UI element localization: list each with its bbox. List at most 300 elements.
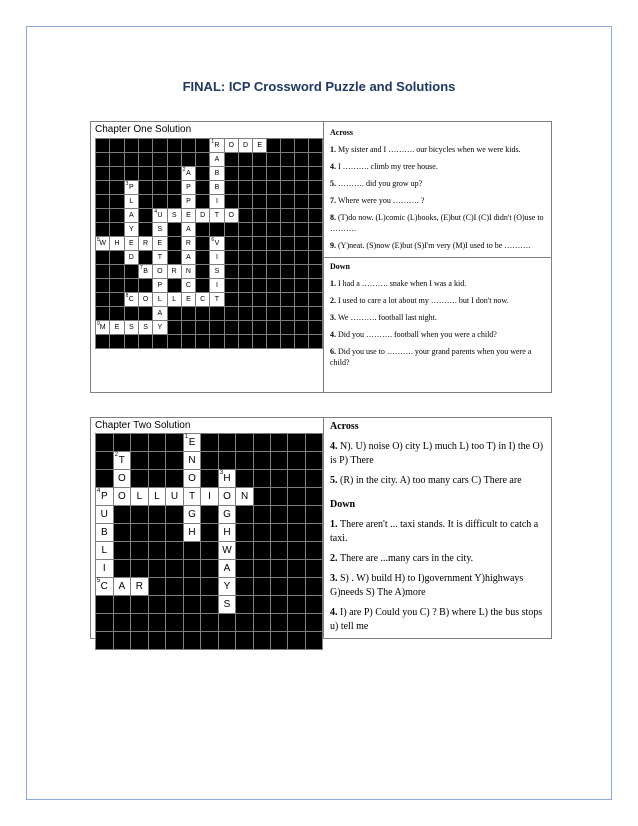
black-cell: [138, 153, 152, 167]
black-cell: [253, 223, 267, 237]
clue-number: 7: [139, 265, 143, 271]
grid-row: [96, 596, 323, 614]
cell-letter: T: [214, 212, 220, 219]
black-cell: [113, 560, 131, 578]
black-cell: [238, 279, 252, 293]
grid-row: [96, 209, 323, 223]
black-cell: [288, 452, 305, 470]
cell-letter: A: [223, 563, 231, 574]
black-cell: [308, 335, 322, 349]
letter-cell: [218, 524, 236, 542]
black-cell: [236, 578, 254, 596]
letter-cell: [138, 321, 152, 335]
black-cell: [224, 167, 238, 181]
black-cell: [236, 470, 254, 488]
black-cell: [148, 434, 165, 452]
letter-cell: [210, 139, 224, 153]
letter-cell: [236, 488, 254, 506]
black-cell: [308, 265, 322, 279]
black-cell: [224, 181, 238, 195]
black-cell: [224, 335, 238, 349]
black-cell: [131, 470, 149, 488]
cell-letter: E: [186, 212, 191, 219]
grid-row: [96, 181, 323, 195]
clue-item-number: 2.: [330, 296, 338, 305]
cell-letter: N: [185, 268, 191, 275]
grid-row: [96, 506, 323, 524]
cell-letter: O: [117, 473, 126, 484]
black-cell: [267, 153, 281, 167]
black-cell: [110, 335, 124, 349]
clue-number: 4: [97, 488, 101, 494]
chapter-two-clues: [324, 418, 551, 634]
black-cell: [110, 307, 124, 321]
letter-cell: [210, 153, 224, 167]
black-cell: [201, 596, 218, 614]
cell-letter: A: [214, 156, 220, 163]
letter-cell: [196, 293, 210, 307]
cell-letter: E: [186, 296, 191, 303]
black-cell: [238, 307, 252, 321]
across-heading: Across: [330, 128, 353, 137]
cell-letter: D: [200, 212, 206, 219]
cell-letter: R: [214, 142, 220, 149]
black-cell: [238, 195, 252, 209]
cell-letter: N: [188, 455, 196, 466]
black-cell: [295, 223, 309, 237]
black-cell: [253, 209, 267, 223]
black-cell: [281, 167, 295, 181]
black-cell: [308, 153, 322, 167]
black-cell: [148, 632, 165, 650]
black-cell: [236, 506, 254, 524]
black-cell: [295, 321, 309, 335]
black-cell: [96, 195, 110, 209]
black-cell: [295, 139, 309, 153]
black-cell: [295, 251, 309, 265]
clue-item: [330, 606, 545, 634]
black-cell: [166, 632, 184, 650]
black-cell: [281, 265, 295, 279]
grid-row: [96, 167, 323, 181]
clue-item: [330, 329, 545, 340]
grid-row: [96, 265, 323, 279]
cell-letter: E: [114, 324, 120, 331]
clue-item-number: 4.: [330, 607, 340, 618]
clue-item: [330, 572, 545, 600]
cell-letter: A: [128, 212, 134, 219]
black-cell: [224, 307, 238, 321]
grid-row: [96, 578, 323, 596]
black-cell: [124, 335, 138, 349]
black-cell: [295, 181, 309, 195]
black-cell: [267, 181, 281, 195]
black-cell: [113, 614, 131, 632]
black-cell: [131, 632, 149, 650]
black-cell: [295, 279, 309, 293]
chapter-one-section: [90, 121, 552, 393]
letter-cell: [124, 195, 138, 209]
cell-letter: B: [214, 170, 220, 177]
clue-number: 9: [97, 321, 100, 327]
black-cell: [196, 195, 210, 209]
black-cell: [124, 153, 138, 167]
black-cell: [167, 307, 181, 321]
cell-letter: T: [188, 491, 196, 502]
grid-row: [96, 293, 323, 307]
letter-cell: [210, 181, 224, 195]
black-cell: [308, 279, 322, 293]
grid-row: [96, 434, 323, 452]
grid-row: [96, 614, 323, 632]
cell-letter: P: [128, 184, 134, 191]
black-cell: [153, 153, 167, 167]
letter-cell: [181, 293, 195, 307]
black-cell: [138, 139, 152, 153]
black-cell: [131, 506, 149, 524]
black-cell: [96, 209, 110, 223]
clue-item-number: 7.: [330, 196, 338, 205]
letter-cell: [210, 167, 224, 181]
black-cell: [167, 237, 181, 251]
black-cell: [305, 578, 322, 596]
letter-cell: [210, 209, 224, 223]
cell-letter: B: [100, 527, 108, 538]
cell-letter: W: [222, 545, 232, 556]
black-cell: [124, 307, 138, 321]
letter-cell: [138, 265, 152, 279]
letter-cell: [218, 542, 236, 560]
black-cell: [267, 321, 281, 335]
down-clue-list: [330, 518, 545, 634]
black-cell: [166, 614, 184, 632]
black-cell: [113, 506, 131, 524]
cell-letter: A: [186, 226, 191, 233]
black-cell: [305, 560, 322, 578]
black-cell: [196, 237, 210, 251]
black-cell: [210, 307, 224, 321]
cell-letter: B: [143, 268, 148, 275]
black-cell: [124, 265, 138, 279]
grid-row: [96, 452, 323, 470]
black-cell: [305, 632, 322, 650]
black-cell: [153, 335, 167, 349]
black-cell: [110, 251, 124, 265]
letter-cell: [124, 209, 138, 223]
clue-item-text: I used to care a lot about my ………. but I don't now.: [338, 296, 509, 305]
clue-item-text: (T)do now. (L)comic (L)books, (E)but (C)I (C)I didn't (O)use to ……….: [330, 213, 544, 233]
clue-item: [330, 552, 545, 566]
black-cell: [253, 578, 270, 596]
grid-row: [96, 237, 323, 251]
clue-item-number: 1.: [330, 279, 338, 288]
black-cell: [224, 153, 238, 167]
cell-letter: R: [171, 268, 177, 275]
black-cell: [236, 632, 254, 650]
black-cell: [308, 237, 322, 251]
black-cell: [224, 321, 238, 335]
black-cell: [281, 251, 295, 265]
black-cell: [236, 542, 254, 560]
black-cell: [267, 251, 281, 265]
black-cell: [201, 614, 218, 632]
letter-cell: [253, 139, 267, 153]
black-cell: [305, 452, 322, 470]
cell-letter: L: [154, 491, 160, 502]
grid-row: [96, 488, 323, 506]
black-cell: [253, 307, 267, 321]
clue-item: [330, 312, 545, 323]
cell-letter: I: [215, 282, 218, 289]
black-cell: [308, 139, 322, 153]
divider: [324, 257, 551, 258]
black-cell: [288, 470, 305, 488]
cell-letter: H: [114, 240, 120, 247]
clue-item-number: 4.: [330, 330, 338, 339]
black-cell: [96, 167, 110, 181]
black-cell: [253, 596, 270, 614]
black-cell: [148, 470, 165, 488]
clue-number: 6: [211, 237, 215, 243]
black-cell: [288, 632, 305, 650]
black-cell: [166, 560, 184, 578]
clue-item-text: There aren't ... taxi stands. It is difficult to catch a taxi.: [330, 519, 539, 544]
letter-cell: [167, 209, 181, 223]
black-cell: [110, 209, 124, 223]
black-cell: [138, 167, 152, 181]
black-cell: [308, 321, 322, 335]
chapter-two-section: [90, 417, 552, 639]
cell-letter: I: [215, 198, 218, 205]
black-cell: [267, 279, 281, 293]
black-cell: [305, 542, 322, 560]
black-cell: [238, 237, 252, 251]
grid-row: [96, 279, 323, 293]
clue-number: 3: [125, 181, 129, 187]
black-cell: [110, 223, 124, 237]
black-cell: [224, 293, 238, 307]
letter-cell: [181, 279, 195, 293]
black-cell: [238, 335, 252, 349]
black-cell: [288, 578, 305, 596]
black-cell: [288, 506, 305, 524]
black-cell: [138, 307, 152, 321]
black-cell: [148, 506, 165, 524]
black-cell: [183, 542, 201, 560]
black-cell: [148, 578, 165, 596]
black-cell: [271, 452, 288, 470]
cell-letter: G: [188, 509, 196, 520]
cell-letter: E: [257, 142, 263, 149]
cell-letter: O: [142, 296, 149, 303]
black-cell: [96, 452, 114, 470]
black-cell: [271, 560, 288, 578]
black-cell: [295, 167, 309, 181]
clue-item-number: 3.: [330, 573, 340, 584]
black-cell: [281, 195, 295, 209]
black-cell: [218, 434, 236, 452]
clue-item-text: We ………. football last night.: [338, 313, 437, 322]
black-cell: [96, 153, 110, 167]
black-cell: [96, 307, 110, 321]
clue-item: [330, 474, 545, 488]
letter-cell: [96, 578, 114, 596]
black-cell: [153, 167, 167, 181]
letter-cell: [96, 321, 110, 335]
black-cell: [253, 452, 270, 470]
clue-number: 4: [154, 209, 157, 215]
black-cell: [183, 578, 201, 596]
black-cell: [218, 452, 236, 470]
black-cell: [166, 506, 184, 524]
cell-letter: Y: [157, 324, 163, 331]
black-cell: [148, 560, 165, 578]
cell-letter: O: [188, 473, 196, 484]
letter-cell: [96, 506, 114, 524]
black-cell: [253, 181, 267, 195]
black-cell: [236, 452, 254, 470]
down-heading: Down: [330, 262, 351, 271]
cell-letter: H: [223, 473, 231, 484]
cell-letter: O: [228, 212, 234, 219]
black-cell: [238, 293, 252, 307]
cell-letter: S: [214, 268, 220, 275]
black-cell: [236, 560, 254, 578]
across-clue-list: [330, 144, 545, 251]
document-title: FINAL: ICP Crossword Puzzle and Solutions: [182, 79, 456, 94]
clue-number: 1: [211, 139, 215, 145]
black-cell: [288, 434, 305, 452]
letter-cell: [196, 209, 210, 223]
black-cell: [138, 279, 152, 293]
black-cell: [271, 524, 288, 542]
clue-item-number: 1.: [330, 145, 338, 154]
black-cell: [305, 614, 322, 632]
letter-cell: [153, 209, 167, 223]
down-heading: Down: [330, 499, 356, 510]
black-cell: [201, 452, 218, 470]
grid-row: [96, 195, 323, 209]
cell-letter: S: [223, 599, 231, 610]
black-cell: [124, 279, 138, 293]
letter-cell: [124, 223, 138, 237]
black-cell: [253, 237, 267, 251]
black-cell: [138, 209, 152, 223]
clue-item-text: I had a ………. snake when I was a kid.: [338, 279, 467, 288]
clue-item: [330, 440, 545, 468]
cell-letter: S: [157, 226, 163, 233]
cell-letter: L: [172, 296, 177, 303]
letter-cell: [218, 506, 236, 524]
black-cell: [281, 307, 295, 321]
black-cell: [224, 279, 238, 293]
cell-letter: S: [171, 212, 177, 219]
cell-letter: A: [186, 254, 191, 261]
letter-cell: [183, 452, 201, 470]
letter-cell: [153, 293, 167, 307]
cell-letter: A: [157, 310, 163, 317]
black-cell: [281, 153, 295, 167]
black-cell: [267, 307, 281, 321]
black-cell: [253, 335, 267, 349]
cell-letter: A: [118, 581, 126, 592]
letter-cell: [210, 279, 224, 293]
black-cell: [96, 335, 110, 349]
black-cell: [166, 434, 184, 452]
black-cell: [183, 614, 201, 632]
black-cell: [295, 293, 309, 307]
black-cell: [201, 434, 218, 452]
clue-item: [330, 178, 545, 189]
black-cell: [267, 167, 281, 181]
black-cell: [267, 139, 281, 153]
black-cell: [281, 139, 295, 153]
cell-letter: C: [100, 581, 108, 592]
black-cell: [113, 524, 131, 542]
black-cell: [167, 181, 181, 195]
black-cell: [238, 251, 252, 265]
black-cell: [295, 335, 309, 349]
clue-item: [330, 240, 545, 251]
black-cell: [166, 524, 184, 542]
clue-item: [330, 295, 545, 306]
clue-item-number: 3.: [330, 313, 338, 322]
black-cell: [183, 596, 201, 614]
cell-letter: U: [157, 212, 163, 219]
clue-number: 2: [114, 452, 118, 458]
letter-cell: [167, 265, 181, 279]
cell-letter: U: [100, 509, 108, 520]
clue-item: [330, 518, 545, 546]
cell-letter: P: [157, 282, 163, 289]
grid-row: [96, 251, 323, 265]
letter-cell: [210, 195, 224, 209]
black-cell: [210, 223, 224, 237]
cell-letter: L: [136, 491, 143, 502]
letter-cell: [148, 488, 165, 506]
letter-cell: [124, 251, 138, 265]
cell-letter: I: [102, 563, 106, 574]
black-cell: [153, 139, 167, 153]
black-cell: [166, 596, 184, 614]
cell-letter: I: [208, 491, 211, 502]
black-cell: [131, 596, 149, 614]
cell-letter: E: [128, 240, 134, 247]
letter-cell: [181, 181, 195, 195]
black-cell: [166, 452, 184, 470]
letter-cell: [113, 578, 131, 596]
black-cell: [305, 470, 322, 488]
black-cell: [267, 293, 281, 307]
clue-number: 2: [182, 167, 186, 173]
black-cell: [138, 223, 152, 237]
black-cell: [271, 632, 288, 650]
letter-cell: [218, 596, 236, 614]
letter-cell: [210, 265, 224, 279]
black-cell: [110, 181, 124, 195]
letter-cell: [153, 279, 167, 293]
clue-item: [330, 212, 545, 234]
black-cell: [196, 167, 210, 181]
black-cell: [201, 632, 218, 650]
black-cell: [148, 524, 165, 542]
cell-letter: H: [223, 527, 231, 538]
letter-cell: [224, 139, 238, 153]
cell-letter: U: [170, 491, 179, 502]
black-cell: [236, 596, 254, 614]
clue-item-number: 1.: [330, 519, 340, 530]
clue-item: [330, 346, 545, 368]
